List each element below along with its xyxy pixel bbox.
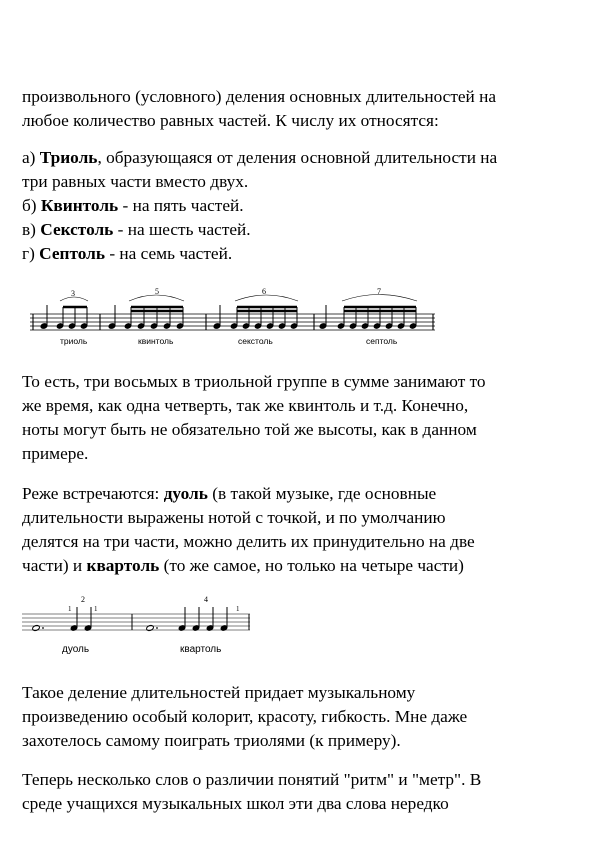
list-text: - на пять частей. bbox=[118, 196, 244, 215]
tuplet-label: квартоль bbox=[180, 644, 222, 655]
paragraph-line: делятся на три части, можно делить их принудительно на две bbox=[22, 532, 475, 551]
tuplet-label: секстоль bbox=[238, 336, 273, 346]
dotted-half-note bbox=[32, 625, 40, 632]
paragraph-term: дуоль bbox=[163, 484, 208, 503]
paragraph-line: захотелось самому поиграть триолями (к примеру). bbox=[22, 731, 401, 750]
tuplet-bracket bbox=[235, 295, 298, 301]
paragraph-line: среде учащихся музыкальных школ эти два слова нередко bbox=[22, 794, 449, 813]
paragraph-text: (в такой музыке, где основные bbox=[207, 484, 437, 503]
list-item bbox=[22, 146, 582, 170]
paragraph-text: части) и bbox=[22, 556, 87, 575]
paragraph-line: Теперь несколько слов о различии понятий "ритм" и "метр". В bbox=[22, 770, 482, 789]
tuplets-notation-figure bbox=[30, 285, 440, 350]
intro-line: произвольного (условного) деления основных длительностей на bbox=[22, 87, 497, 106]
list-prefix: г) bbox=[22, 244, 40, 263]
tuplet-label: триоль bbox=[60, 336, 88, 346]
intro-paragraph bbox=[22, 85, 582, 133]
paragraph-line bbox=[22, 554, 582, 578]
tuplet-number: 4 bbox=[204, 595, 208, 604]
paragraph-line: длительности выражены нотой с точкой, и по умолчанию bbox=[22, 508, 446, 527]
paragraph-term: квартоль bbox=[86, 556, 160, 575]
dotted-half-note bbox=[146, 625, 154, 632]
tuplet-number: 2 bbox=[81, 595, 85, 604]
paragraph-line: Такое деление длительностей придает музыкальному bbox=[22, 683, 416, 702]
duplet-quadruplet-paragraph bbox=[22, 482, 582, 578]
explanation-paragraph bbox=[22, 370, 582, 466]
list-term: Триоль bbox=[39, 148, 98, 167]
list-prefix: в) bbox=[22, 220, 41, 239]
list-prefix: а) bbox=[22, 148, 40, 167]
tuplet-number: 1 bbox=[68, 605, 72, 613]
list-item bbox=[22, 170, 582, 194]
paragraph-text: Реже встречаются: bbox=[22, 484, 164, 503]
tuplet-list bbox=[22, 146, 582, 266]
list-prefix: б) bbox=[22, 196, 41, 215]
list-term: Квинтоль bbox=[40, 196, 119, 215]
list-text: , образующаяся от деления основной длительности на bbox=[97, 148, 498, 167]
list-item bbox=[22, 242, 582, 266]
list-term: Секстоль bbox=[40, 220, 114, 239]
tuplet-number: 1 bbox=[236, 605, 240, 613]
list-item bbox=[22, 218, 582, 242]
paragraph-line: То есть, три восьмых в триольной группе в сумме занимают то bbox=[22, 372, 486, 391]
paragraph-line: же время, как одна четверть, так же квинтоль и т.д. Конечно, bbox=[22, 396, 469, 415]
tuplet-label: дуоль bbox=[62, 644, 90, 655]
closing-paragraph bbox=[22, 681, 582, 753]
list-text: - на семь частей. bbox=[105, 244, 233, 263]
paragraph-line: произведению особый колорит, красоту, гибкость. Мне даже bbox=[22, 707, 468, 726]
tuplet-label: квинтоль bbox=[138, 336, 174, 346]
tuplet-number: 1 bbox=[94, 605, 98, 613]
tuplet-number: 6 bbox=[262, 287, 266, 296]
paragraph-line: примере. bbox=[22, 444, 89, 463]
rhythm-meter-paragraph bbox=[22, 768, 582, 816]
paragraph-text: (то же самое, но только на четыре части) bbox=[159, 556, 464, 575]
list-text: - на шесть частей. bbox=[113, 220, 251, 239]
tuplet-label: септоль bbox=[366, 336, 398, 346]
list-term: Септоль bbox=[39, 244, 105, 263]
list-item bbox=[22, 194, 582, 218]
duplet-quadruplet-figure bbox=[22, 590, 252, 660]
paragraph-line bbox=[22, 482, 582, 506]
paragraph-line: ноты могут быть не обязательно той же высоты, как в данном bbox=[22, 420, 477, 439]
list-text: три равных части вместо двух. bbox=[22, 172, 249, 191]
tuplet-number: 7 bbox=[377, 287, 381, 296]
intro-line: любое количество равных частей. К числу их относятся: bbox=[22, 111, 439, 130]
tuplet-number: 3 bbox=[71, 289, 75, 298]
tuplet-number: 5 bbox=[155, 287, 159, 296]
